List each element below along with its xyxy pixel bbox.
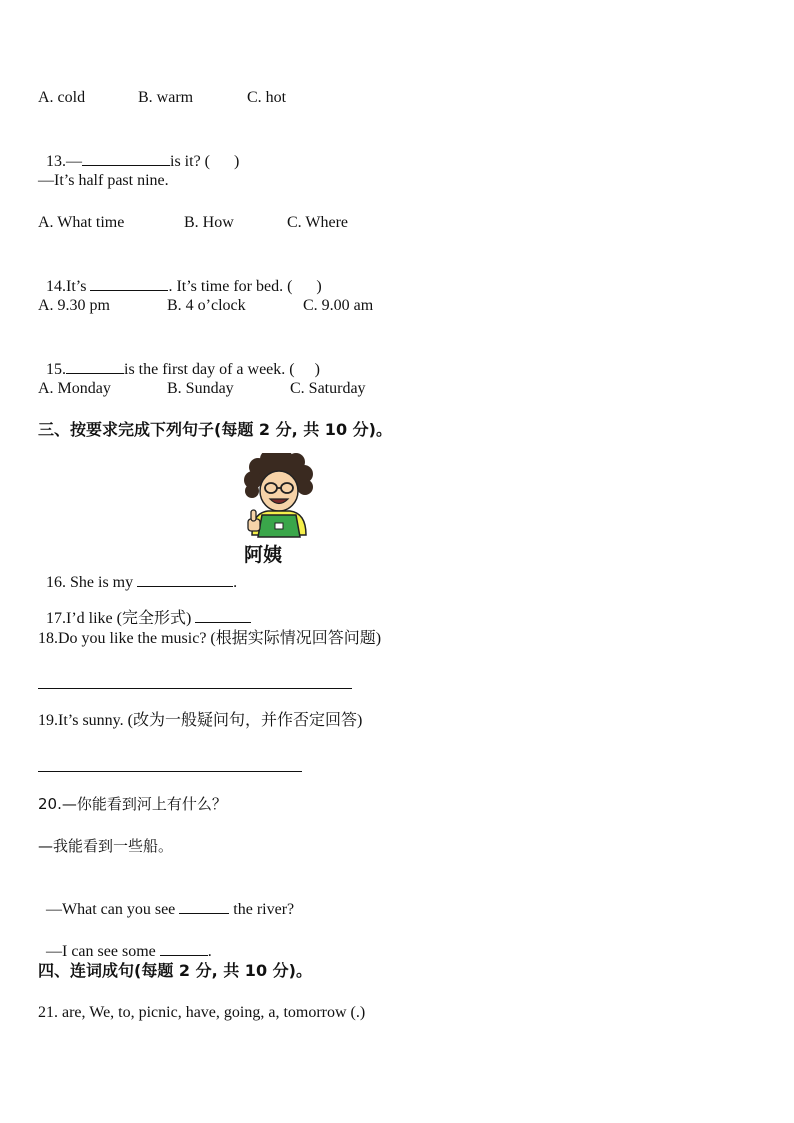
q21-question: 21. are, We, to, picnic, have, going, a, tomorrow (.)	[38, 1004, 366, 1021]
q20-chinese-question: 20.—你能看到河上有什么？	[38, 795, 227, 813]
q12-option-a: A. cold	[38, 89, 86, 106]
q20-english-question	[38, 878, 294, 920]
q14-question	[38, 255, 322, 297]
q14-suffix: . It’s time for bed. ( )	[168, 278, 322, 295]
q14-option-a: A. 9.30 pm	[38, 297, 110, 314]
q17-blank	[195, 607, 251, 623]
q16-prefix: 16. She is my	[46, 574, 138, 591]
q13-option-b: B. How	[184, 214, 234, 231]
q15-suffix: is the first day of a week. ( )	[124, 361, 320, 378]
apron-pocket	[275, 523, 283, 529]
q13-blank	[82, 150, 170, 166]
q16-suffix: .	[233, 574, 238, 591]
thumbs-up-icon	[248, 510, 260, 531]
auntie-illustration	[238, 453, 320, 569]
auntie-caption: 阿姨	[244, 544, 283, 566]
q13-option-c: C. Where	[287, 214, 349, 231]
q19-question: 19.It’s sunny. (改为一般疑问句，并作否定回答)	[38, 712, 363, 729]
section-3-heading: 三、按要求完成下列句子(每题 2 分, 共 10 分)。	[38, 420, 392, 439]
q20-question-blank	[179, 898, 229, 914]
q20-chinese-answer: —我能看到一些船。	[38, 837, 174, 855]
q15-option-a: A. Monday	[38, 380, 111, 397]
q14-prefix: 14.It’s	[46, 278, 91, 295]
q14-blank	[90, 275, 168, 291]
q13-question	[38, 130, 239, 172]
q20-en-question-prefix: —What can you see	[46, 901, 180, 918]
q17-question	[38, 587, 251, 629]
q18-answer-line	[38, 688, 352, 689]
q18-question: 18.Do you like the music? (根据实际情况回答问题)	[38, 630, 382, 647]
q12-option-b: B. warm	[138, 89, 194, 106]
q19-answer-line	[38, 771, 302, 772]
q13-prefix: 13.—	[46, 153, 82, 170]
q20-english-answer	[38, 920, 212, 962]
q17-text: 17.I’d like (完全形式)	[46, 610, 196, 627]
q20-en-question-suffix: the river?	[229, 901, 295, 918]
q20-answer-blank	[160, 940, 208, 956]
q13-answer-line: —It’s half past nine.	[38, 172, 169, 189]
q15-option-c: C. Saturday	[290, 380, 366, 397]
q14-option-b: B. 4 o’clock	[167, 297, 246, 314]
q14-option-c: C. 9.00 am	[303, 297, 374, 314]
q13-suffix: is it? ( )	[170, 153, 240, 170]
q20-en-answer-prefix: —I can see some	[46, 943, 160, 960]
q20-en-answer-suffix: .	[207, 943, 212, 960]
q15-question	[38, 338, 320, 380]
q13-option-a: A. What time	[38, 214, 125, 231]
q15-prefix: 15.	[46, 361, 66, 378]
q15-option-b: B. Sunday	[167, 380, 234, 397]
q15-blank	[66, 358, 124, 374]
section-4-heading: 四、连词成句(每题 2 分, 共 10 分)。	[38, 961, 312, 980]
q12-option-c: C. hot	[247, 89, 287, 106]
q16-blank	[137, 571, 233, 587]
